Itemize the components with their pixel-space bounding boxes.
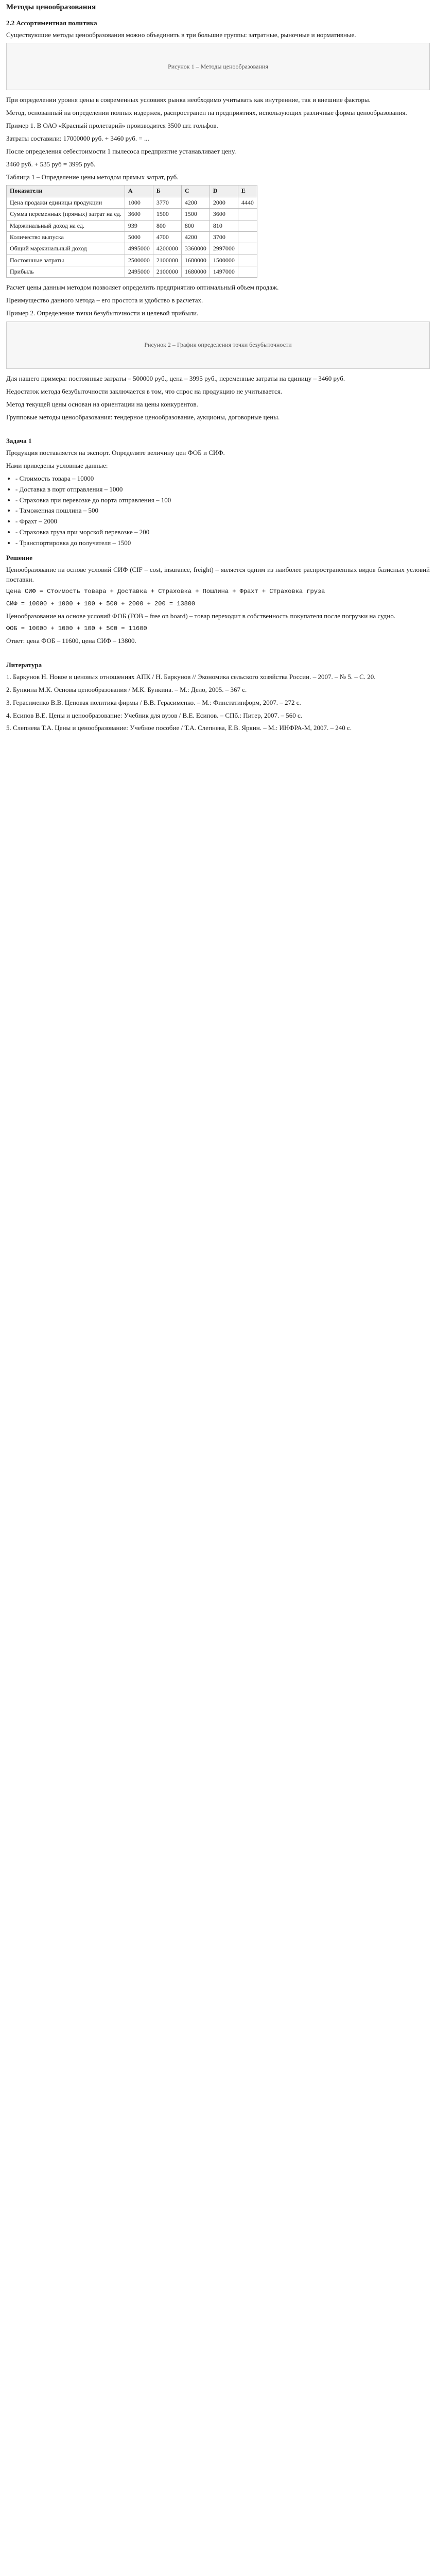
section-heading: 2.2 Ассортиментная политика [6, 19, 97, 27]
paragraph: При определении уровня цены в современных условиях рынка необходимо учитывать как внутренние, так и внешние факторы. [6, 96, 371, 104]
literature-item: 2. Бункина М.К. Основы ценообразования / М.К. Бункина. – М.: Дело, 2005. – 367 с. [6, 685, 247, 693]
table-cell: 3600 [210, 209, 238, 220]
table-cell: Общий маржинальный доход [7, 243, 125, 255]
table-cell: 1500 [181, 209, 210, 220]
solution-answer: Ответ: цена ФОБ – 11600, цена СИФ – 13800. [6, 637, 136, 645]
solution-paragraph: Ценообразование на основе условий СИФ (CIF – cost, insurance, freight) – является одним из наиболее распространенных видов базисных условий поставки. [6, 565, 430, 583]
paragraph: Групповые методы ценообразования: тендерное ценообразование, аукционы, договорные цены. [6, 413, 280, 421]
table-cell: 4200 [181, 231, 210, 243]
table-cell: 2997000 [210, 243, 238, 255]
table-header-cell: Е [238, 185, 257, 197]
table-cell: 1497000 [210, 266, 238, 278]
table-cell: 3360000 [181, 243, 210, 255]
direct-costs-table [6, 185, 257, 278]
table-cell: 1680000 [181, 266, 210, 278]
paragraph: Недостаток метода безубыточности заключается в том, что спрос на продукцию не учитывается. [6, 387, 283, 395]
task-given-list [15, 474, 430, 548]
table-cell: 2000 [210, 197, 238, 208]
task-text: Продукция поставляется на экспорт. Определите величину цен ФОБ и СИФ. [6, 449, 225, 457]
table-header-cell: А [125, 185, 153, 197]
list-item: • - Фрахт – 2000 [15, 517, 430, 527]
table-row [7, 209, 257, 220]
table-row [7, 231, 257, 243]
table-header-cell: D [210, 185, 238, 197]
table-cell [238, 220, 257, 231]
table-cell: Сумма переменных (прямых) затрат на ед. [7, 209, 125, 220]
list-item: • - Стоимость товара – 10000 [15, 474, 430, 484]
table-cell: 4200 [181, 197, 210, 208]
literature-item: 1. Баркунов Н. Новое в ценовых отношениях АПК / Н. Баркунов // Экономика сельского хозяйства России. – 2007. – № 5. – С. 20. [6, 673, 376, 681]
document-title: Методы ценообразования [6, 3, 96, 11]
list-item: • - Таможенная пошлина – 500 [15, 506, 430, 516]
table-cell: 2500000 [125, 255, 153, 266]
table-cell: 2100000 [153, 266, 181, 278]
literature-title: Литература [6, 661, 42, 669]
table-cell: 4440 [238, 197, 257, 208]
solution-formula: Цена СИФ = Стоимость товара + Доставка + Страховка + Пошлина + Фрахт + Страховка груза [6, 588, 325, 596]
table-row [7, 266, 257, 278]
table-cell: 810 [210, 220, 238, 231]
list-item: • - Доставка в порт отправления – 1000 [15, 485, 430, 495]
table-cell: 4995000 [125, 243, 153, 255]
figure-caption: Рисунок 1 – Методы ценообразования [168, 62, 268, 70]
paragraph: Преимущество данного метода – его простота и удобство в расчетах. [6, 296, 203, 304]
table-cell [238, 209, 257, 220]
table-cell: 1000 [125, 197, 153, 208]
table-caption: Таблица 1 – Определение цены методом прямых затрат, руб. [6, 173, 179, 181]
solution-formula: СИФ = 10000 + 1000 + 100 + 500 + 2000 + 200 = 13800 [6, 600, 196, 607]
table-header-row [7, 185, 257, 197]
paragraph: Расчет цены данным методом позволяет определить предприятию оптимальный объем продаж. [6, 283, 279, 292]
table-cell [238, 243, 257, 255]
table-row [7, 255, 257, 266]
literature-item: 3. Герасименко В.В. Ценовая политика фирмы / В.В. Герасименко. – М.: Финстатинформ, 2007. – 272 с. [6, 698, 301, 706]
table-cell: Маржинальный доход на ед. [7, 220, 125, 231]
table-cell: 1500000 [210, 255, 238, 266]
table-cell: 3700 [210, 231, 238, 243]
table-cell: Прибыль [7, 266, 125, 278]
figure-methods [6, 43, 430, 90]
table-header-cell: С [181, 185, 210, 197]
intro-paragraph: Существующие методы ценообразования можно объединить в три большие группы: затратные, рыночные и нормативные. [6, 30, 356, 39]
solution-paragraph: Ценообразование на основе условий ФОБ (FOB – free on board) – товар переходит в собственность покупателя после погрузки на судно. [6, 612, 396, 620]
solution-title: Решение [6, 553, 33, 562]
paragraph: После определения себестоимости 1 пылесоса предприятие устанавливает цену. [6, 147, 236, 155]
table-cell: 2100000 [153, 255, 181, 266]
table-cell: 2495000 [125, 266, 153, 278]
document-page [0, 0, 436, 747]
table-cell: 939 [125, 220, 153, 231]
table-cell: 800 [153, 220, 181, 231]
table-cell: 800 [181, 220, 210, 231]
table-row [7, 220, 257, 231]
task-given-label: Нами приведены условные данные: [6, 462, 108, 470]
table-cell: Количество выпуска [7, 231, 125, 243]
table-cell: 3770 [153, 197, 181, 208]
paragraph: Метод, основанный на определении полных издержек, распространен на предприятиях, использующих различные формы ценообразования. [6, 109, 407, 117]
table-header-cell: Показатели [7, 185, 125, 197]
literature-item: 5. Слепнева Т.А. Цены и ценообразование: Учебное пособие / Т.А. Слепнева, Е.В. Яркин. – М.: ИНФРА-М, 2007. – 240 с. [6, 724, 352, 732]
solution-formula: ФОБ = 10000 + 1000 + 100 + 500 = 11600 [6, 624, 147, 632]
list-item: • - Страховка груза при морской перевозке – 200 [15, 528, 430, 537]
paragraph: Пример 2. Определение точки безубыточности и целевой прибыли. [6, 309, 199, 317]
table-cell: Цена продажи единицы продукции [7, 197, 125, 208]
table-row [7, 197, 257, 208]
paragraph: Затраты составили: 17000000 руб. + 3460 руб. = ... [6, 134, 149, 142]
paragraph: 3460 руб. + 535 руб = 3995 руб. [6, 160, 96, 168]
figure-breakeven-chart [6, 321, 430, 369]
table-cell: 1680000 [181, 255, 210, 266]
paragraph: Пример 1. В ОАО «Красный пролетарий» производится 3500 шт. гольфов. [6, 122, 218, 130]
table-cell: Постоянные затраты [7, 255, 125, 266]
task-title: Задача 1 [6, 437, 32, 445]
table-cell [238, 255, 257, 266]
list-item: • - Страховка при перевозке до порта отправления – 100 [15, 496, 430, 505]
table-cell: 1500 [153, 209, 181, 220]
table-header-cell: Б [153, 185, 181, 197]
table-cell [238, 266, 257, 278]
table-cell: 5000 [125, 231, 153, 243]
list-item: • - Транспортировка до получателя – 1500 [15, 538, 430, 548]
literature-item: 4. Есипов В.Е. Цены и ценообразование: Учебник для вузов / В.Е. Есипов. – СПб.: Питер, 2007. – 560 с. [6, 711, 303, 719]
paragraph: Для нашего примера: постоянные затраты – 500000 руб., цена – 3995 руб., переменные затраты на единицу – 3460 руб. [6, 375, 345, 382]
table-cell: 4200000 [153, 243, 181, 255]
paragraph: Метод текущей цены основан на ориентации на цены конкурентов. [6, 400, 198, 408]
table-cell: 3600 [125, 209, 153, 220]
table-cell: 4700 [153, 231, 181, 243]
table-cell [238, 231, 257, 243]
figure-caption: Рисунок 2 – График определения точки безубыточности [144, 341, 292, 349]
table-row [7, 243, 257, 255]
